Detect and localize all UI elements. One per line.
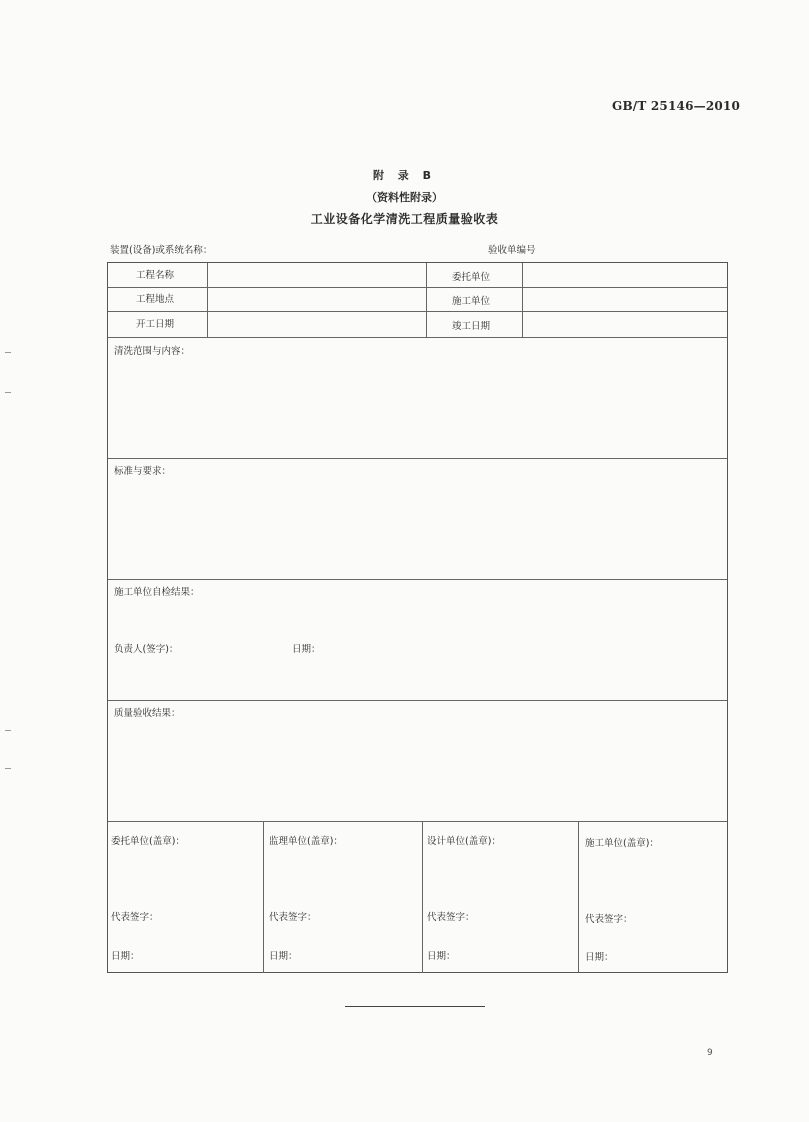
party-supervision-rep: 代表签字： — [269, 912, 317, 923]
device-name-label: 装置(设备)或系统名称： — [110, 245, 213, 256]
party-design-date: 日期： — [427, 951, 456, 962]
responsible-signature-label: 负责人(签字)： — [114, 644, 179, 655]
row-divider — [108, 287, 727, 288]
party-construction-unit: 施工单位(盖章)： — [585, 838, 659, 849]
quality-result-label: 质量验收结果： — [114, 708, 181, 719]
row-divider — [108, 700, 727, 701]
party-client-date: 日期： — [111, 951, 140, 962]
party-supervision-date: 日期： — [269, 951, 298, 962]
party-construction-rep: 代表签字： — [585, 914, 633, 925]
party-supervision-unit: 监理单位(盖章)： — [269, 836, 343, 847]
row-divider — [108, 579, 727, 580]
form-number-label: 验收单编号 — [488, 245, 536, 256]
row-divider — [108, 821, 727, 822]
self-check-date-label: 日期： — [292, 644, 321, 655]
col-divider — [422, 821, 423, 973]
col-divider — [207, 263, 208, 337]
row-divider — [108, 337, 727, 338]
appendix-nature: （资料性附录） — [366, 191, 443, 204]
footer-rule — [345, 1006, 485, 1007]
party-client-unit: 委托单位(盖章)： — [111, 836, 185, 847]
row-divider — [108, 458, 727, 459]
self-check-label: 施工单位自检结果： — [114, 587, 200, 598]
client-unit-label: 委托单位 — [452, 272, 491, 283]
project-location-label: 工程地点 — [136, 294, 175, 305]
project-name-label: 工程名称 — [136, 270, 175, 281]
party-design-unit: 设计单位(盖章)： — [427, 836, 501, 847]
col-divider — [578, 821, 579, 973]
row-divider — [108, 311, 727, 312]
cleaning-scope-label: 清洗范围与内容： — [114, 346, 191, 357]
col-divider — [263, 821, 264, 973]
completion-date-label: 竣工日期 — [452, 321, 491, 332]
page-number: 9 — [707, 1048, 713, 1058]
start-date-label: 开工日期 — [136, 319, 175, 330]
standard-code: GB/T 25146—2010 — [612, 99, 741, 113]
party-construction-date: 日期： — [585, 952, 614, 963]
party-design-rep: 代表签字： — [427, 912, 475, 923]
col-divider — [522, 263, 523, 337]
col-divider — [426, 263, 427, 337]
form-title: 工业设备化学清洗工程质量验收表 — [310, 212, 499, 226]
binding-mark — [5, 730, 11, 731]
binding-mark — [5, 352, 11, 353]
construction-unit-label: 施工单位 — [452, 296, 491, 307]
binding-mark — [5, 768, 11, 769]
acceptance-table — [107, 262, 728, 973]
binding-mark — [5, 392, 11, 393]
party-client-rep: 代表签字： — [111, 912, 159, 923]
appendix-title: 附 录 B — [372, 169, 437, 182]
standard-requirement-label: 标准与要求： — [114, 466, 172, 477]
